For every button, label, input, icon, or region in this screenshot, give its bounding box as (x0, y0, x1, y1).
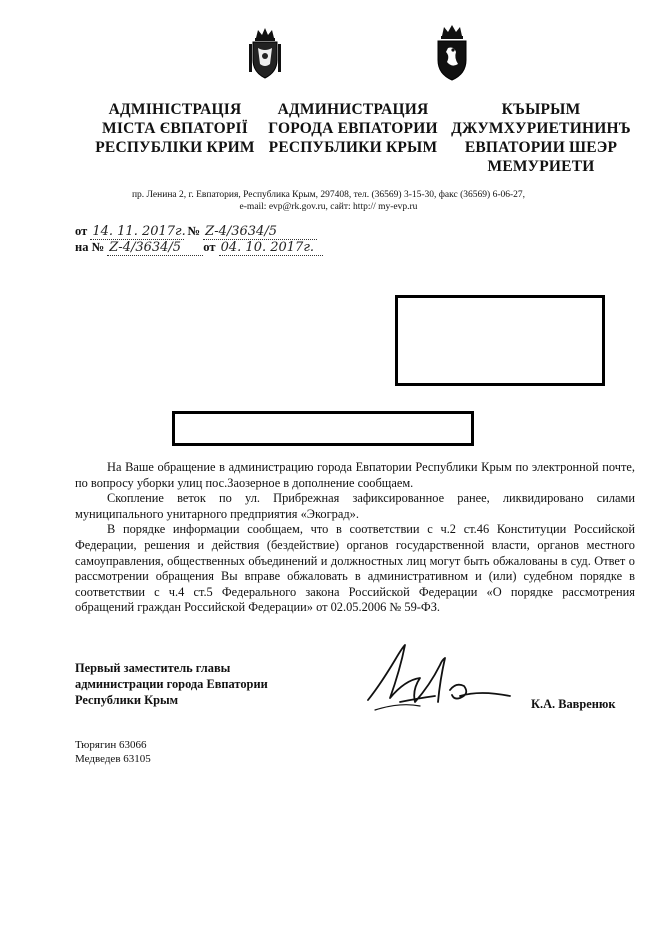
incoming-reference (75, 240, 323, 256)
letter-body (75, 460, 635, 616)
signatory-name: К.А. Вавренюк (531, 697, 616, 711)
body-paragraph: Скопление веток по ул. Прибрежная зафиксированное ранее, ликвидировано силами муниципального унитарного предприятия «Экоград». (75, 491, 635, 521)
reply-label: на № (75, 240, 105, 254)
redacted-recipient-block (395, 295, 605, 386)
signatory-position-line: Первый заместитель главы (75, 661, 231, 675)
header-crimean-tatar-line: ЕВПАТОРИИ ШЕЭР (464, 139, 618, 156)
body-paragraph: В порядке информации сообщаем, что в соответствии с ч.2 ст.46 Конституции Российской Федерации, решения и действия (бездействие) органов государственной власти, органов местного самоуправления, общественных объединений и должностных лиц могут быть обжалованы в суд. Ответ о рассмотрении обращения Вы вправе обжаловать в административном и (или) судебном порядке в соответствии с ч.4 ст.5 Федерального закона Российской Федерации «О порядке рассмотрения обращений граждан Российской Федерации» от 02.05.2006 № 59-ФЗ. (75, 522, 635, 615)
incoming-number: Z-4/3634/5 (107, 240, 203, 256)
header-crimean-tatar-line: ДЖУМХУРИЕТИНИНЪ (451, 120, 631, 137)
outgoing-date: 14. 11. 2017г. (92, 224, 186, 239)
signatory-position (75, 660, 268, 708)
header-russian-line: РЕСПУБЛИКИ КРЫМ (268, 139, 438, 156)
signatory-position-line: администрации города Евпатории (75, 677, 268, 691)
executor-line: Медведев 63105 (75, 753, 151, 765)
header-russian (258, 100, 448, 157)
header-crimean-tatar-line: КЪЫРЫМ (501, 101, 581, 118)
crimea-coat-of-arms-icon (248, 28, 282, 80)
incoming-date: 04. 10. 2017г. (219, 240, 323, 256)
contact-line: e-mail: evp@rk.gov.ru, сайт: http:// my-evp.ru (239, 202, 418, 212)
outgoing-reference (75, 224, 317, 240)
evpatoria-coat-of-arms-icon (434, 24, 470, 82)
header-ukrainian (80, 100, 270, 157)
header-ukrainian-line: МІСТА ЄВПАТОРІЇ (102, 120, 248, 137)
header-russian-line: ГОРОДА ЕВПАТОРИИ (268, 120, 438, 137)
header-crimean-tatar (446, 100, 636, 176)
header-russian-line: АДМИНИСТРАЦИЯ (277, 101, 429, 118)
redacted-salutation-block (172, 411, 474, 446)
header-ukrainian-line: АДМІНІСТРАЦІЯ (108, 101, 242, 118)
from-label: от (75, 224, 88, 238)
outgoing-number: Z-4/3634/5 (203, 224, 317, 240)
body-paragraph: На Ваше обращение в администрацию города Евпатории Республики Крым по электронной почте, по вопросу уборки улиц пос.Заозерное в дополнение сообщаем. (75, 460, 635, 490)
executors (75, 738, 151, 766)
header-ukrainian-line: РЕСПУБЛІКИ КРИМ (95, 139, 255, 156)
address-line: пр. Ленина 2, г. Евпатория, Республика Крым, 297408, тел. (36569) 3-15-30, факс (36569) 6-06-27, (131, 190, 526, 200)
number-label: № (187, 224, 201, 238)
executor-line: Тюрягин 63066 (75, 739, 147, 751)
header-crimean-tatar-line: МЕМУРИЕТИ (487, 158, 595, 175)
reply-from-label: от (203, 240, 216, 254)
signatory-position-line: Республики Крым (75, 693, 179, 707)
handwritten-signature (360, 640, 530, 720)
